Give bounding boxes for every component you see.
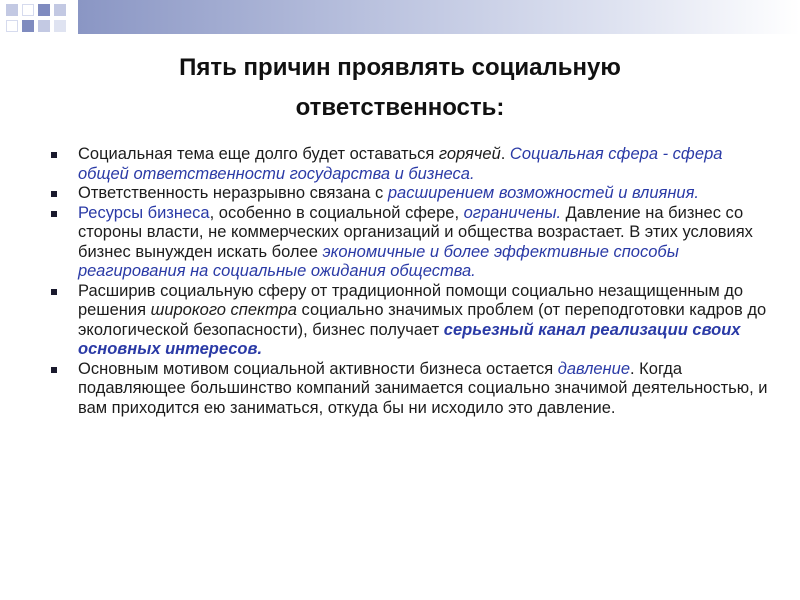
bullet-text-segment: горячей	[438, 145, 501, 163]
bullet-list	[48, 145, 768, 418]
bullet-item	[48, 184, 768, 204]
bullet-text-segment: ограничены.	[463, 203, 562, 222]
bullet-text-segment: давление	[557, 359, 630, 378]
bullet-text-segment: . Когда подавляющее большинство компаний занимается социально значимой деятельностью, и вам приходится ею заниматься, откуда бы ни исходило это давление.	[78, 359, 768, 417]
decorative-square	[22, 20, 34, 32]
bullet-text-segment: Социальная сфера - сфера общей ответственности государства и бизнеса.	[78, 145, 723, 183]
decorative-square	[6, 4, 18, 16]
bullet-text-segment: Давление на бизнес со стороны власти, не коммерческих организаций и общества возрастает. В этих условиях бизнес вынужден искать более	[78, 203, 753, 261]
bullet-text-segment: Основным мотивом социальной активности бизнеса остается	[78, 359, 558, 378]
bullet-text-segment: Расширив социальную сферу от традиционной помощи социально незащищенным до решения	[78, 281, 744, 319]
square-bullet-icon	[51, 211, 57, 217]
square-bullet-icon	[51, 152, 57, 158]
square-bullet-icon	[51, 191, 57, 197]
decorative-square	[54, 4, 66, 16]
bullet-text-segment: , особенно в социальной сфере,	[209, 203, 464, 222]
bullet-text-segment: Ответственность неразрывно связана с	[78, 184, 388, 202]
decorative-square	[22, 4, 34, 16]
square-bullet-icon	[51, 289, 57, 295]
slide-title-line1: Пять причин проявлять социальную	[179, 54, 621, 81]
bullet-item	[48, 204, 768, 282]
decorative-squares	[0, 0, 800, 40]
slide-title	[60, 48, 740, 128]
bullet-text-segment: серьезный канал реализации своих основных интересов.	[78, 320, 741, 358]
bullet-text-segment: расширением возможностей и влияния.	[387, 184, 699, 202]
slide-title-line2: ответственность:	[295, 94, 505, 121]
bullet-text-segment: экономичные и более эффективные способы реагирования на социальные ожидания общества.	[78, 242, 679, 280]
decorative-square	[38, 20, 50, 32]
decorative-square	[6, 20, 18, 32]
bullet-item	[48, 282, 768, 360]
bullet-text-segment: широкого спектра	[150, 301, 297, 319]
bullet-item	[48, 360, 768, 419]
bullet-text-segment: Социальная тема еще долго будет оставаться	[78, 145, 439, 163]
bullet-text-segment: .	[500, 145, 510, 163]
square-bullet-icon	[51, 367, 57, 373]
bullet-item	[48, 145, 768, 184]
bullet-text-segment: социально значимых проблем (от переподготовки кадров до экологической безопасности), бизнес получает	[78, 301, 767, 339]
decorative-square	[38, 4, 50, 16]
bullet-text-segment: Ресурсы бизнеса	[78, 203, 210, 222]
decorative-square	[54, 20, 66, 32]
